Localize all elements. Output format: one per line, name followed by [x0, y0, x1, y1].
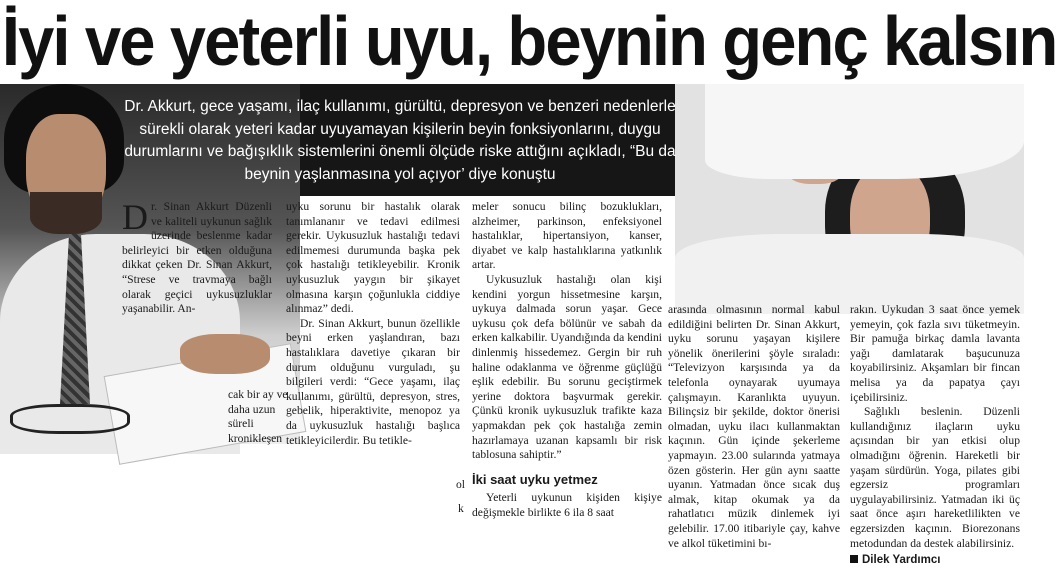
- paragraph: rakın. Uykudan 3 saat önce yemek yemeyin, çok fazla sıvı tüketmeyin. Bir pamuğa birkaç damla lavanta yağı damlatarak başucunuza koyabilirsiniz. Akşamları bir fincan melisa ya da papatya çayı içebilirsiniz.: [850, 303, 1020, 404]
- subheading: İki saat uyku yetmez: [472, 471, 598, 487]
- drop-cap: D: [122, 197, 148, 237]
- paragraph: Uykusuzluk hastalığı olan kişi kendini yorgun hissetmesine karşın, uykuya dalmada sorun yaşar. Gece uykusu çok defa bölünür ve sabah da erken kalkabilir. Uyandığında da kendini dinlenmiş hissedemez. Gergin bir ruh haline odaklanma ve öğrenme güçlüğü eşlik edebilir. Bu sorunu geciştirmek yerine doktora başvurmak gerekir. Çünkü kronik uykusuzluk trafikte kaza yapmakdan pek çok hastalığa zemin hazırlamaya uzanan kapsamlı bir risk tablosuna sahiptir.”: [472, 272, 662, 462]
- article-column-5: [850, 303, 1020, 568]
- article-column-1: [122, 197, 272, 317]
- paragraph: Sağlıklı beslenin. Düzenli kullandığınız ilaçların uyku açısından bir yan etkisi olup olmadığını öğrenin. Hareketli bir yaşam sürdürün. Yoga, pilates gibi egzersiz programları uygulayabilirsiniz. Yatmadan iki üç saat önce aşırı hareketlilikten ve egzersizden kaçının. Biorezonans metodundan da destek alabilirsiniz.: [850, 405, 1020, 550]
- sleepless-woman-photo: [675, 84, 1024, 306]
- paragraph: Dr. Sinan Akkurt, bunun özellikle beyni erken yaşlandıran, bazı hastalıklara davetiye çıkaran bir durum olduğunu vurguladı, şu bilgileri verdi: “Gece yaşamı, ilaç kullanımı, gürültü, depresyon, stres, gebelik, hiperaktivite, menopoz ya da uykusuzluk hastalığı başlıca tetikleyicilerdir. Bu tetikle-: [286, 316, 460, 447]
- paragraph: Yeterli uykunun kişiden kişiye değişmekle birlikte 6 ila 8 saat: [472, 491, 662, 519]
- paragraph: uyku sorunu bir hastalık olarak tanımlananır ve tedavi edilmesi gerekir. Uykusuzluk hastalığı tedavi edilmemesi durumunda başka pek çok hastalığı tetikleyebilir. Kronik uykusuzluk yaygın bir şikayet olmasına karşın çoğunlukla ciddiye alınmaz” dedi.: [286, 200, 460, 316]
- edge-fragment: k: [458, 502, 464, 515]
- square-bullet-icon: [850, 555, 858, 563]
- article-column-2: [286, 200, 460, 448]
- lead-paragraph: Dr. Akkurt, gece yaşamı, ilaç kullanımı, gürültü, depresyon ve benzeri nedenlerle sürekli olarak yeteri kadar uyuyamayan kişilerin beyin fonksiyonlarını, duygu durumlarını ve bağışıklık sistemlerini önemli ölçüde riske attığını açıkladı, “Bu da beynin yaşlanmasına yol açıyor’ diye konuştu: [124, 98, 676, 183]
- paragraph: r. Sinan Akkurt Düzenli ve kaliteli uykunun sağlık üzerinde beslenme kadar belirleyici bir etken olduğuna dikkat çeken Dr. Sinan Akkurt, “Strese ve travmaya bağlı olarak geçici uykusuzluklar yaşanabilir. An-: [122, 200, 272, 316]
- column-1-continuation: cak bir ay ve daha uzun süreli kronikleşen: [228, 388, 288, 445]
- author-name: Dilek Yardımcı: [862, 554, 941, 567]
- edge-fragment: ol: [456, 478, 466, 491]
- headline: İyi ve yeterli uyu, beynin genç kalsın: [1, 2, 1056, 80]
- paragraph: arasında olmasının normal kabul edildiğini belirten Dr. Sinan Akkurt, uyku sorunu yaşayan kişilere yönelik önerilerini şöyle sıraladı: “Televizyon karşısında ya da telefonla oynayarak uyumaya çalışmayın. Karanlıkta uyuyun. Bilinçsiz bir şekilde, doktor önerisi olmadan, uyku ilacı kullanmaktan kaçının. Gün içinde şekerleme yapmayın. 23.00 sularında yatmaya özen gösterin. Her gün aynı saatte uyanın. Yatmadan önce sıcak duş almak, kitap okumak ya da rahatlatıcı müzik dinlemek iyi gelebilir. 17.00 itibariyle çay, kahve ve alkol tüketimini bı-: [668, 303, 840, 550]
- article-column-3: [472, 200, 662, 520]
- paragraph: meler sonucu bilinç bozuklukları, alzheimer, parkinson, enfeksiyonel hastalıklar, hipertansiyon, kanser, diyabet ve kalp hastalıklarına yatkınlık artar.: [472, 200, 662, 272]
- author-byline: [850, 553, 1020, 568]
- article-column-4: [668, 303, 840, 551]
